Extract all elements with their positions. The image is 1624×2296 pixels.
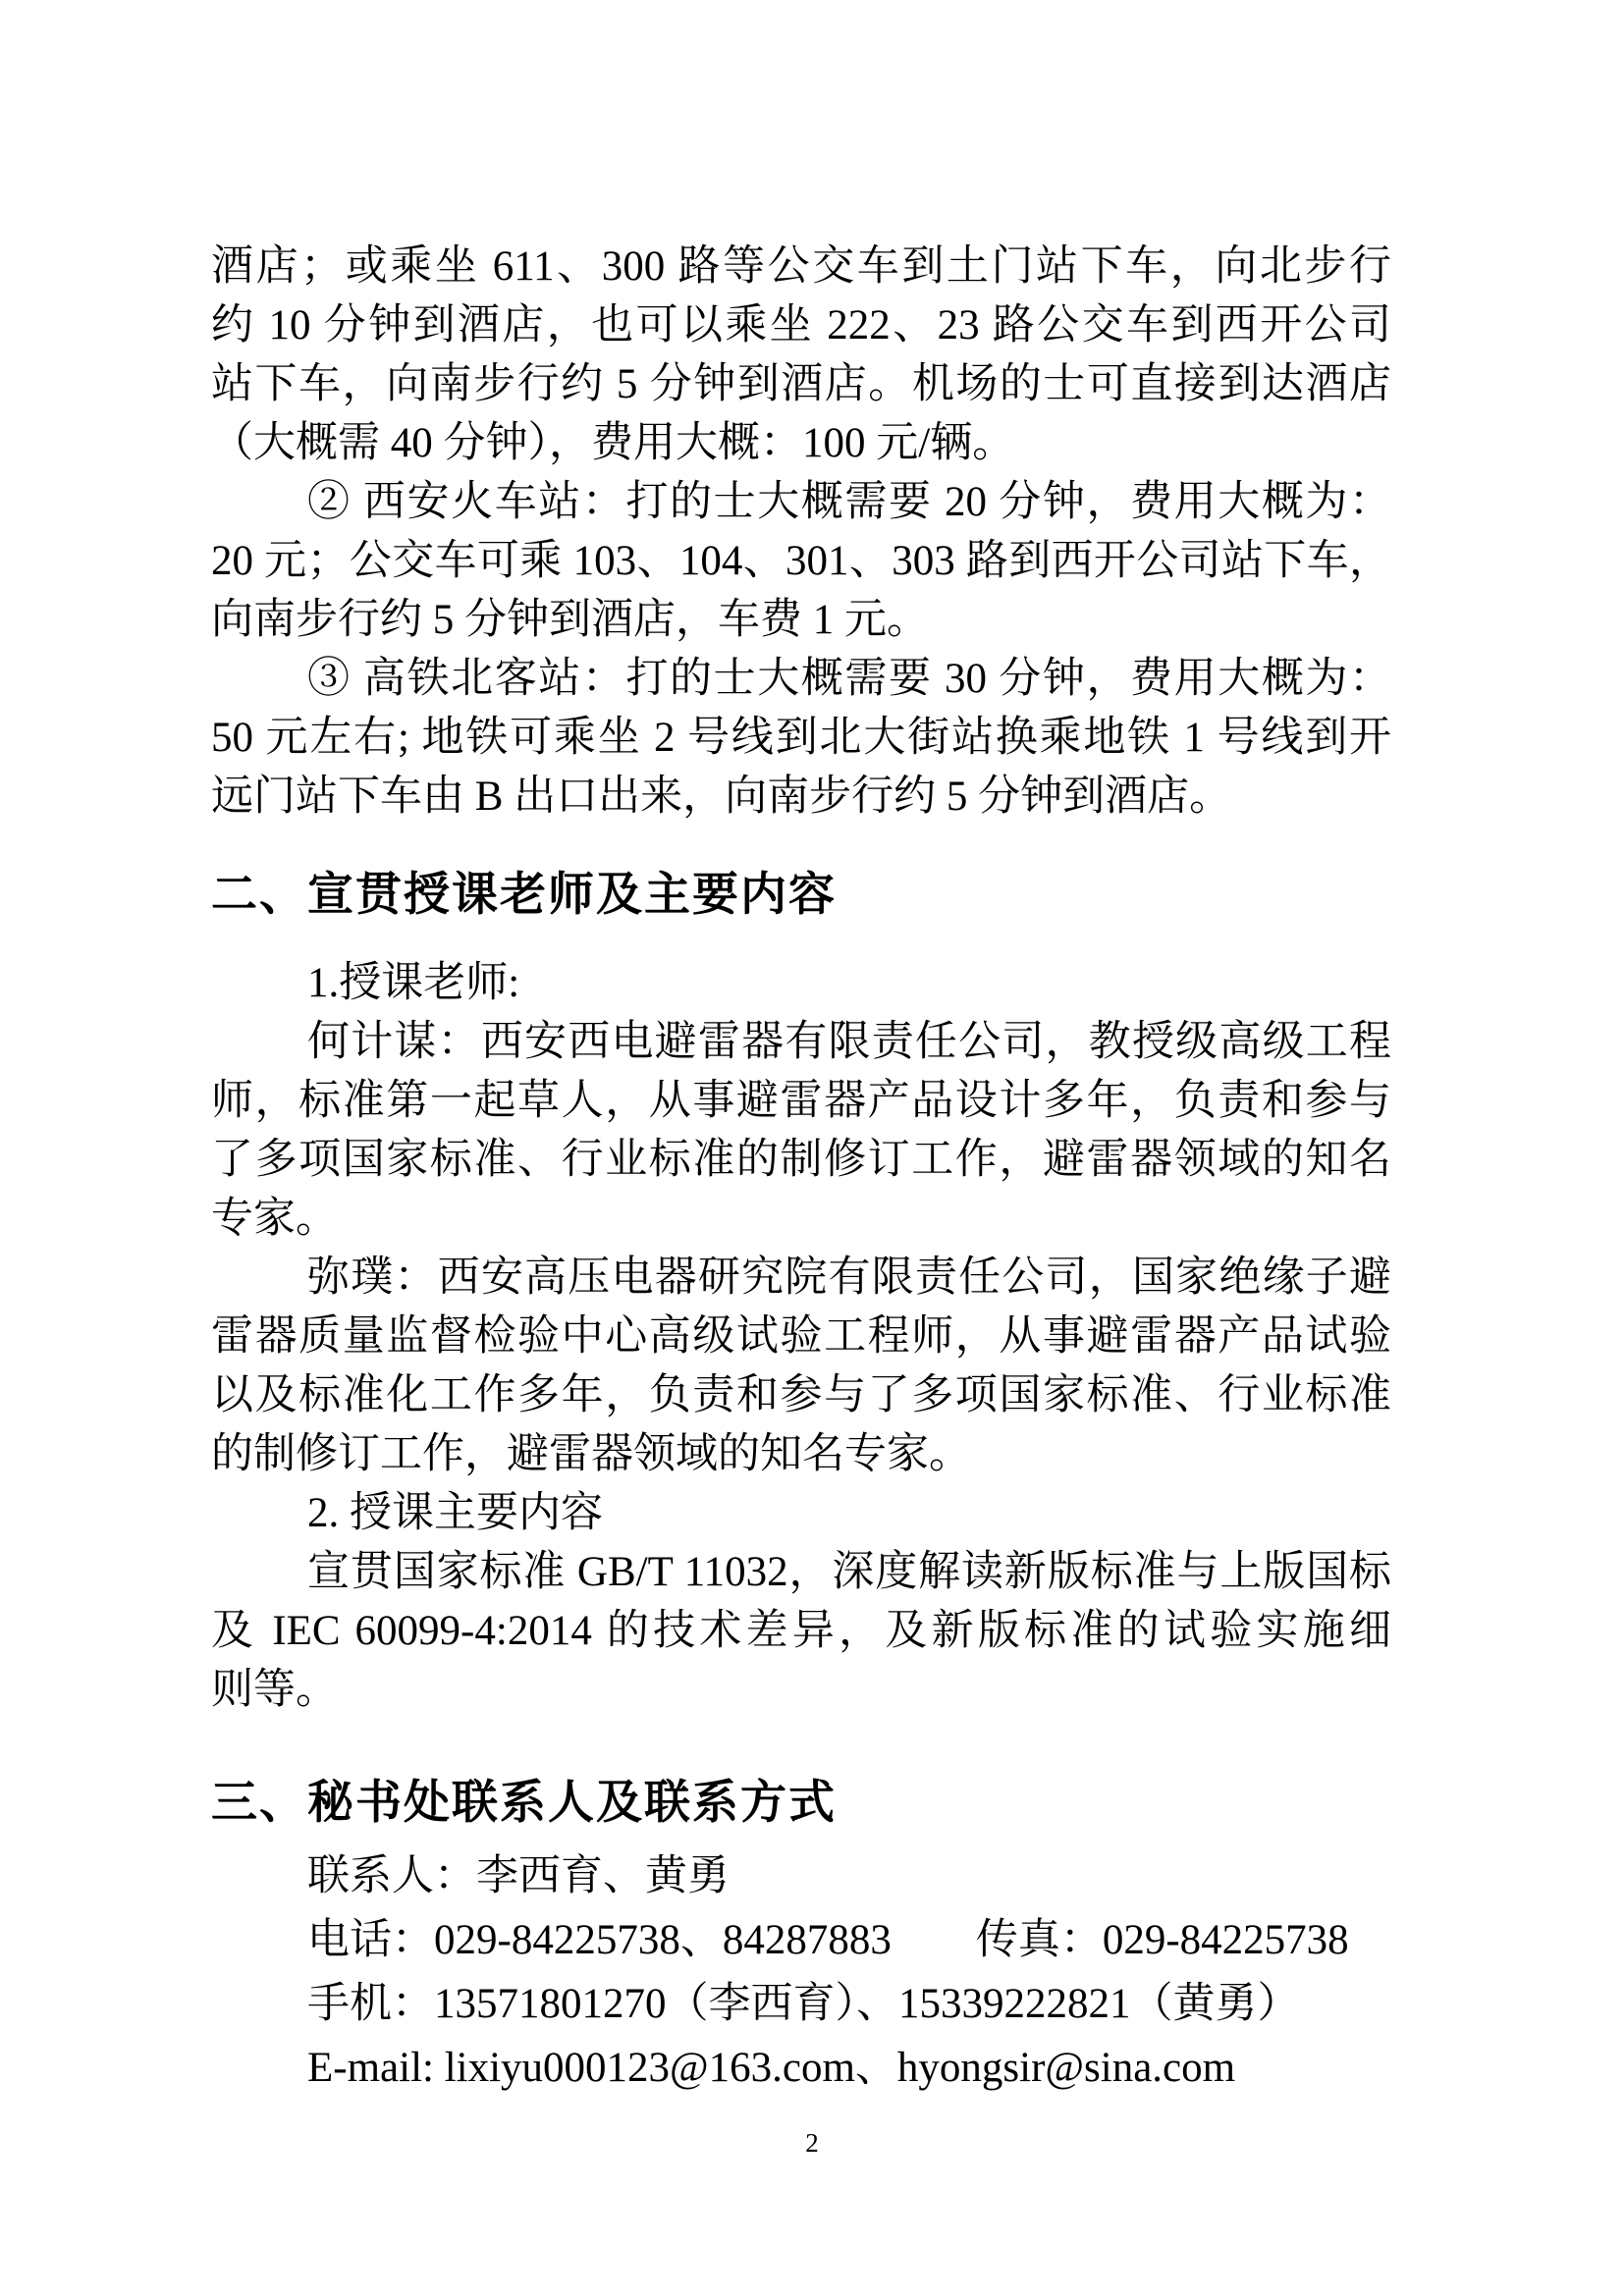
text-line: ② 西安火车站：打的士大概需要 20 分钟，费用大概为： (307, 479, 1391, 525)
paragraph-teacher-he (211, 1013, 1391, 1249)
text-line: 及 IEC 60099-4:2014 的技术差异，及新版标准的试验实施细 (211, 1608, 1391, 1654)
text-line: 远门站下车由 B 出口出来，向南步行约 5 分钟到酒店。 (211, 774, 1232, 820)
text-line: 弥璞：西安高压电器研究院有限责任公司，国家绝缘子避 (307, 1255, 1391, 1301)
paragraph-teacher-mi (211, 1249, 1391, 1484)
contact-person-line: 联系人：李西育、黄勇 (307, 1853, 730, 1899)
paragraph-course-content (211, 1543, 1391, 1720)
text-line: （大概需 40 分钟），费用大概：100 元/辆。 (211, 420, 1015, 466)
text-line: 宣贯国家标准 GB/T 11032，深度解读新版标准与上版国标 (307, 1549, 1391, 1595)
teachers-label-line: 1.授课老师: (307, 960, 520, 1006)
paragraph-hotel-transport (211, 238, 1391, 473)
paragraph-train-station (211, 473, 1391, 650)
page-number: 2 (805, 2128, 819, 2158)
text-line: 了多项国家标准、行业标准的制修订工作，避雷器领域的知名 (211, 1137, 1391, 1183)
email-line: E-mail: lixiyu000123@163.com、hyongsir@sina.com (307, 2045, 1236, 2091)
text-line: 站下车，向南步行约 5 分钟到酒店。机场的士可直接到达酒店 (211, 361, 1391, 407)
text-line: 50 元左右; 地铁可乘坐 2 号线到北大街站换乘地铁 1 号线到开 (211, 715, 1391, 761)
contacts-block (211, 1844, 1391, 2100)
course-content-label-line: 2. 授课主要内容 (307, 1490, 603, 1536)
text-line: 专家。 (211, 1196, 338, 1242)
section-heading-lecturers: 二、宣贯授课老师及主要内容 (211, 870, 837, 921)
phone-fax-line: 电话：029-84225738、84287883 传真：029-84225738 (307, 1917, 1349, 1963)
text-line: 的制修订工作，避雷器领域的知名专家。 (211, 1431, 971, 1477)
text-line: 雷器质量监督检验中心高级试验工程师，从事避雷器产品试验 (211, 1313, 1391, 1360)
text-line: 约 10 分钟到酒店，也可以乘坐 222、23 路公交车到西开公司 (211, 302, 1391, 348)
text-line: 酒店；或乘坐 611、300 路等公交车到土门站下车，向北步行 (211, 243, 1391, 290)
text-line: 20 元；公交车可乘 103、104、301、303 路到西开公司站下车， (211, 538, 1391, 584)
page-content (211, 238, 1391, 2100)
section-heading-contacts: 三、秘书处联系人及联系方式 (211, 1778, 837, 1829)
mobile-line: 手机：13571801270（李西育）、15339222821（黄勇） (307, 1981, 1300, 2027)
text-line: ③ 高铁北客站：打的士大概需要 30 分钟，费用大概为： (307, 656, 1391, 702)
text-line: 则等。 (211, 1667, 338, 1713)
text-line: 向南步行约 5 分钟到酒店，车费 1 元。 (211, 597, 929, 643)
paragraph-north-station (211, 650, 1391, 827)
text-line: 以及标准化工作多年，负责和参与了多项国家标准、行业标准 (211, 1372, 1391, 1418)
text-line: 何计谋：西安西电避雷器有限责任公司，教授级高级工程 (307, 1019, 1391, 1065)
text-line: 师，标准第一起草人，从事避雷器产品设计多年，负责和参与 (211, 1078, 1391, 1124)
